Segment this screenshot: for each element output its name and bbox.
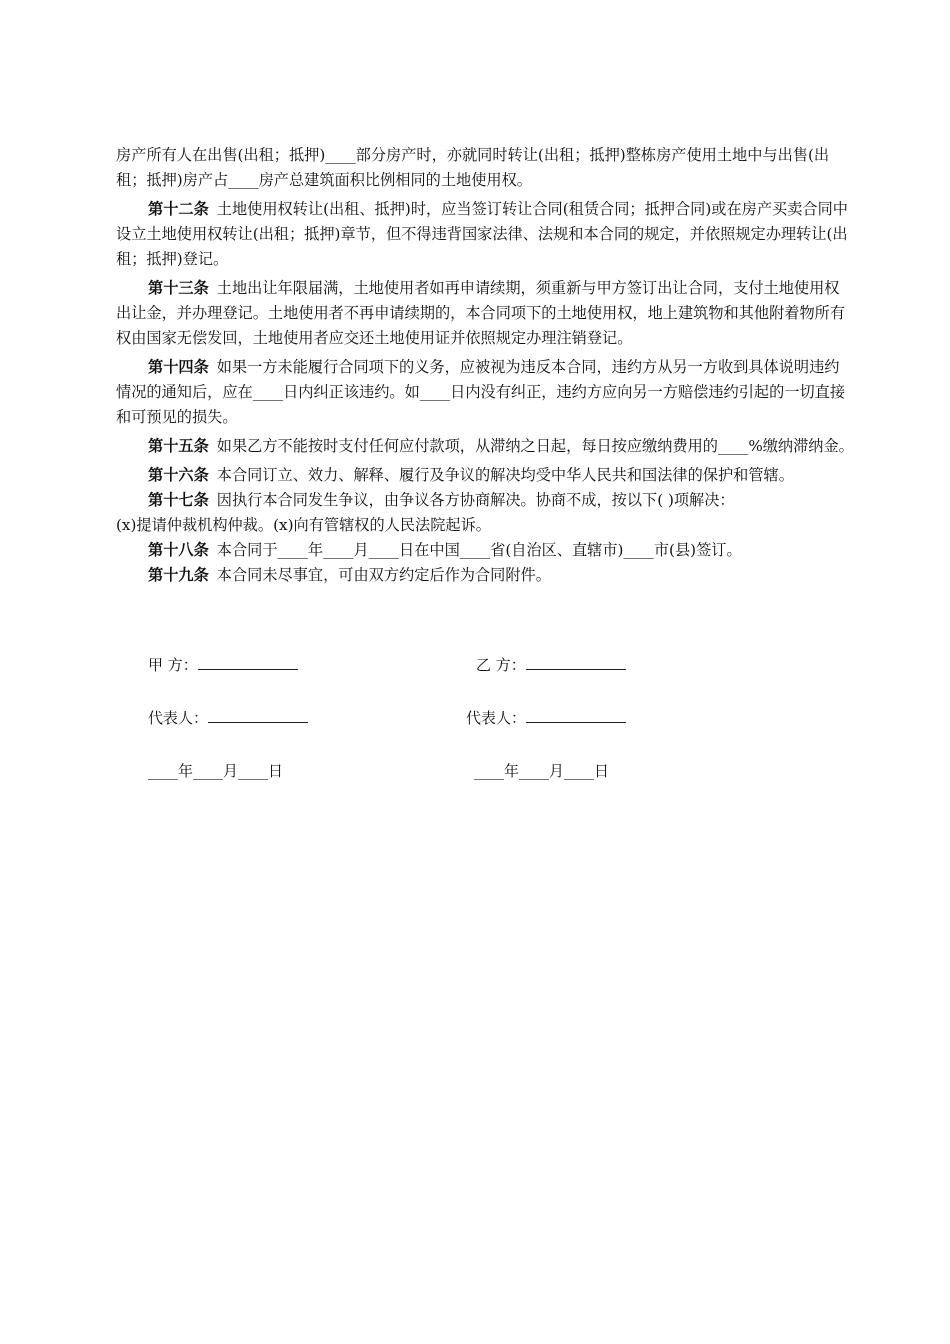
article-text: 本合同于____年____月____日在中国____省(自治区、直辖市)____市(县)签订。 bbox=[216, 541, 742, 559]
article-heading: 第十九条 bbox=[148, 566, 209, 584]
party-a-date bbox=[148, 760, 283, 781]
article-heading: 第十四条 bbox=[148, 358, 209, 376]
article-text: 本合同未尽事宜，可由双方约定后作为合同附件。 bbox=[216, 566, 551, 584]
article-18 bbox=[116, 538, 854, 563]
article-text: 土地使用权转让(出租、抵押)时，应当签订转让合同(租赁合同；抵押合同)或在房产买卖合同中设立土地使用权转让(出租；抵押)章节，但不得违背国家法律、法规和本合同的规定，并依照规定办理转让(出租；抵押)登记。 bbox=[116, 200, 848, 268]
article-text: 如果一方未能履行合同项下的义务，应被视为违反本合同，违约方从另一方收到具体说明违约情况的通知后，应在____日内纠正该违约。如____日内没有纠正，违约方应向另一方赔偿违约引起的一切直接和可预见的损失。 bbox=[116, 358, 845, 426]
article-heading: 第十三条 bbox=[148, 279, 209, 297]
article-heading: 第十五条 bbox=[148, 437, 209, 455]
party-a-line bbox=[148, 654, 298, 675]
article-text: 如果乙方不能按时支付任何应付款项，从滞纳之日起，每日按应缴纳费用的____%缴纳滞纳金。 bbox=[216, 437, 854, 455]
party-b-date bbox=[474, 760, 609, 781]
article-14 bbox=[116, 355, 854, 430]
party-b-rep-blank bbox=[526, 708, 626, 723]
paragraph-continuation bbox=[116, 143, 854, 193]
party-a-blank bbox=[198, 655, 298, 670]
party-a-rep-line bbox=[148, 707, 308, 728]
party-b-line bbox=[476, 654, 626, 675]
article-15 bbox=[116, 434, 854, 459]
article-16 bbox=[116, 463, 854, 488]
party-b-rep-label: 代表人： bbox=[466, 709, 527, 727]
party-b-rep-line bbox=[466, 707, 626, 728]
article-heading: 第十八条 bbox=[148, 541, 209, 559]
contract-body bbox=[116, 143, 854, 588]
article-19 bbox=[116, 563, 854, 588]
article-17 bbox=[116, 488, 854, 513]
party-b-blank bbox=[526, 655, 626, 670]
party-a-date-text: ____年____月____日 bbox=[148, 762, 284, 780]
party-a-label: 甲 方： bbox=[148, 656, 198, 674]
article-text: 本合同订立、效力、解释、履行及争议的解决均受中华人民共和国法律的保护和管辖。 bbox=[216, 466, 794, 484]
article-heading: 第十六条 bbox=[148, 466, 209, 484]
article-text: 因执行本合同发生争议，由争议各方协商解决。协商不成，按以下( )项解决： bbox=[216, 491, 735, 509]
article-text: 土地出让年限届满，土地使用者如再申请续期，须重新与甲方签订出让合同，支付土地使用权出让金，并办理登记。土地使用者不再申请续期的，本合同项下的土地使用权，地上建筑物和其他附着物所有权由国家无偿发回，土地使用者应交还土地使用证并依照规定办理注销登记。 bbox=[116, 279, 845, 347]
article-13 bbox=[116, 276, 854, 351]
dispute-options-text: (x)提请仲裁机构仲裁。(x)向有管辖权的人民法院起诉。 bbox=[116, 516, 491, 534]
party-b-label: 乙 方： bbox=[476, 656, 526, 674]
article-heading: 第十二条 bbox=[148, 200, 209, 218]
dispute-options bbox=[116, 513, 854, 538]
party-b-date-text: ____年____月____日 bbox=[474, 762, 610, 780]
paragraph-text: 房产所有人在出售(出租；抵押)____部分房产时，亦就同时转让(出租；抵押)整栋房产使用土地中与出售(出租；抵押)房产占____房产总建筑面积比例相同的土地使用权。 bbox=[116, 146, 830, 189]
party-a-rep-label: 代表人： bbox=[148, 709, 209, 727]
party-a-rep-blank bbox=[208, 708, 308, 723]
article-12 bbox=[116, 197, 854, 272]
article-heading: 第十七条 bbox=[148, 491, 209, 509]
